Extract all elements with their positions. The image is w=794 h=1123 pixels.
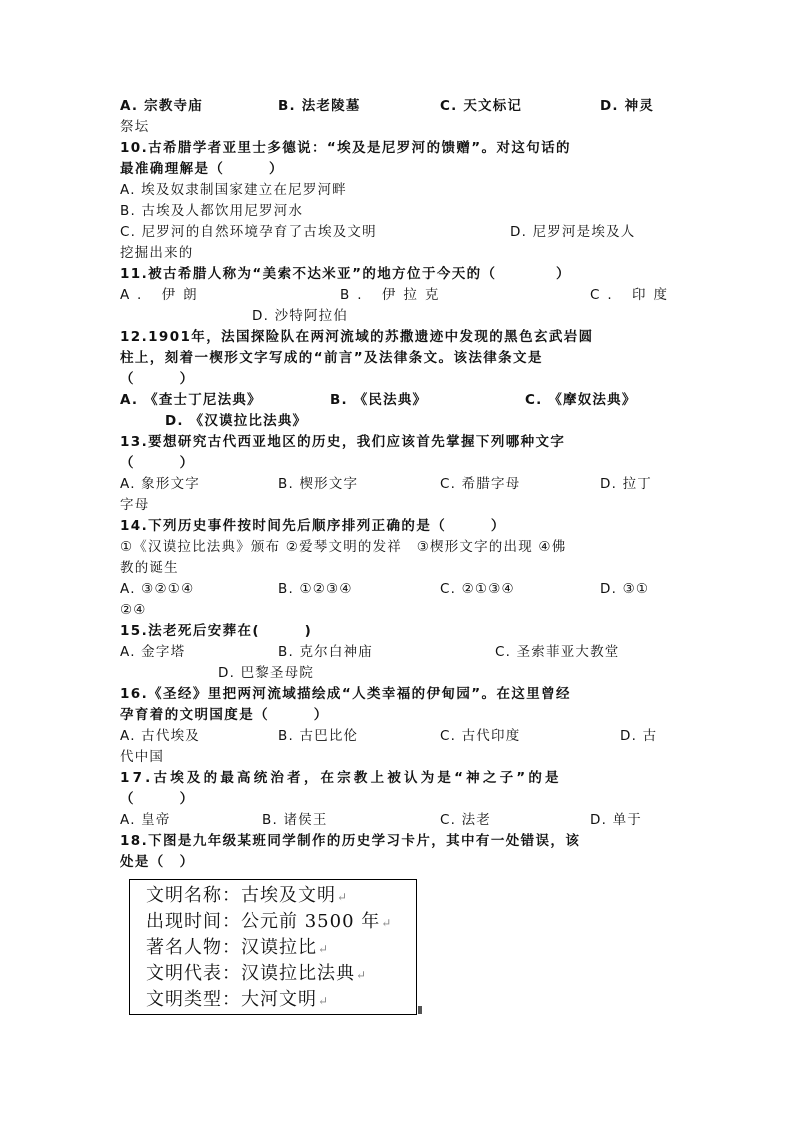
q13-option-c: C. 希腊字母 (440, 476, 521, 492)
q10-stem-line2: 最准确理解是（ ） (120, 161, 284, 177)
q12-option-c: C. 《摩奴法典》 (525, 392, 637, 408)
q12-option-d: D. 《汉谟拉比法典》 (165, 413, 308, 429)
card-row-type: 文明类型：大河文明↵ (146, 989, 330, 1010)
q10-option-d: D. 尼罗河是埃及人 (510, 224, 636, 240)
q16-option-b: B. 古巴比伦 (278, 728, 359, 744)
q9-option-c: C. 天文标记 (440, 98, 523, 114)
q14-option-d: D. ③① (600, 581, 650, 597)
q13-option-d-wrap: 字母 (120, 497, 150, 513)
q14-events-line1: ①《汉谟拉比法典》颁布 ②爱琴文明的发祥 ③楔形文字的出现 ④佛 (120, 539, 567, 555)
return-mark-icon: ↵ (381, 916, 393, 930)
q11-option-c: C. 印度 (590, 287, 676, 303)
q14-option-c: C. ②①③④ (440, 581, 515, 597)
q17-stem-line1: 17.古埃及的最高统治者，在宗教上被认为是“神之子”的是 (120, 770, 562, 786)
q18-stem-line1: 18.下图是九年级某班同学制作的历史学习卡片，其中有一处错误，该 (120, 833, 581, 849)
card-row-person: 著名人物：汉谟拉比↵ (146, 937, 330, 958)
q15-option-d: D. 巴黎圣母院 (218, 665, 315, 681)
q16-option-c: C. 古代印度 (440, 728, 521, 744)
return-mark-icon: ↵ (337, 890, 349, 904)
q17-option-c: C. 法老 (440, 812, 492, 828)
q14-option-a: A. ③②①④ (120, 581, 195, 597)
return-mark-icon: ↵ (318, 994, 330, 1008)
q13-stem-line2: （ ） (120, 455, 195, 471)
q13-option-a: A. 象形文字 (120, 476, 200, 492)
scan-speck (418, 1006, 422, 1014)
q11-option-b: B. 伊拉克 (340, 287, 447, 303)
q12-stem-line2: 柱上，刻着一楔形文字写成的“前言”及法律条文。该法律条文是 (120, 350, 543, 366)
q16-option-a: A. 古代埃及 (120, 728, 200, 744)
q11-stem: 11.被古希腊人称为“美索不达米亚”的地方位于今天的（ ） (120, 266, 571, 282)
q16-option-d-wrap: 代中国 (120, 749, 165, 765)
q18-stem-line2: 处是（ ） (120, 854, 195, 870)
q14-option-d-wrap: ②④ (120, 602, 147, 618)
q16-stem-line1: 16.《圣经》里把两河流域描绘成“人类幸福的伊甸园”。在这里曾经 (120, 686, 571, 702)
q14-stem: 14.下列历史事件按时间先后顺序排列正确的是（ ） (120, 518, 506, 534)
q16-stem-line2: 孕育着的文明国度是（ ） (120, 707, 329, 723)
q10-option-b: B. 古埃及人都饮用尼罗河水 (120, 203, 304, 219)
q10-option-c: C. 尼罗河的自然环境孕育了古埃及文明 (120, 224, 377, 240)
q9-option-a: A. 宗教寺庙 (120, 98, 203, 114)
q17-stem-line2: （ ） (120, 791, 195, 807)
q13-stem-line1: 13.要想研究古代西亚地区的历史，我们应该首先掌握下列哪种文字 (120, 434, 566, 450)
q11-option-a: A. 伊朗 (120, 287, 205, 303)
card-row-time: 出现时间：公元前 3500 年↵ (146, 911, 393, 932)
q17-option-d: D. 单于 (590, 812, 642, 828)
q12-option-a: A. 《查士丁尼法典》 (120, 392, 262, 408)
q15-stem: 15.法老死后安葬在( ) (120, 623, 313, 639)
q12-option-b: B. 《民法典》 (330, 392, 428, 408)
q13-option-b: B. 楔形文字 (278, 476, 359, 492)
q15-option-b: B. 克尔白神庙 (278, 644, 373, 660)
q12-stem-line3: （ ） (120, 371, 195, 387)
q14-option-b: B. ①②③④ (278, 581, 353, 597)
q9-option-b: B. 法老陵墓 (278, 98, 361, 114)
q11-option-d: D. 沙特阿拉伯 (252, 308, 349, 324)
q16-option-d: D. 古 (620, 728, 658, 744)
q9-option-d: D. 神灵 (600, 98, 655, 114)
q10-option-a: A. 埃及奴隶制国家建立在尼罗河畔 (120, 182, 347, 198)
q17-option-a: A. 皇帝 (120, 812, 171, 828)
q9-option-d-wrap: 祭坛 (120, 119, 150, 135)
card-row-representative: 文明代表：汉谟拉比法典↵ (146, 963, 368, 984)
return-mark-icon: ↵ (356, 968, 368, 982)
card-row-name: 文明名称：古埃及文明↵ (146, 885, 349, 906)
q10-option-d-wrap: 挖掘出来的 (120, 245, 194, 261)
q12-stem-line1: 12.1901年，法国探险队在两河流域的苏撒遗迹中发现的黑色玄武岩圆 (120, 329, 594, 345)
q13-option-d: D. 拉丁 (600, 476, 652, 492)
q15-option-a: A. 金字塔 (120, 644, 186, 660)
q10-stem-line1: 10.古希腊学者亚里士多德说：“埃及是尼罗河的馈赠”。对这句话的 (120, 140, 571, 156)
q15-option-c: C. 圣索菲亚大教堂 (495, 644, 620, 660)
history-study-card (129, 879, 417, 1015)
q14-events-line2: 教的诞生 (120, 560, 179, 576)
q17-option-b: B. 诸侯王 (262, 812, 328, 828)
return-mark-icon: ↵ (318, 942, 330, 956)
